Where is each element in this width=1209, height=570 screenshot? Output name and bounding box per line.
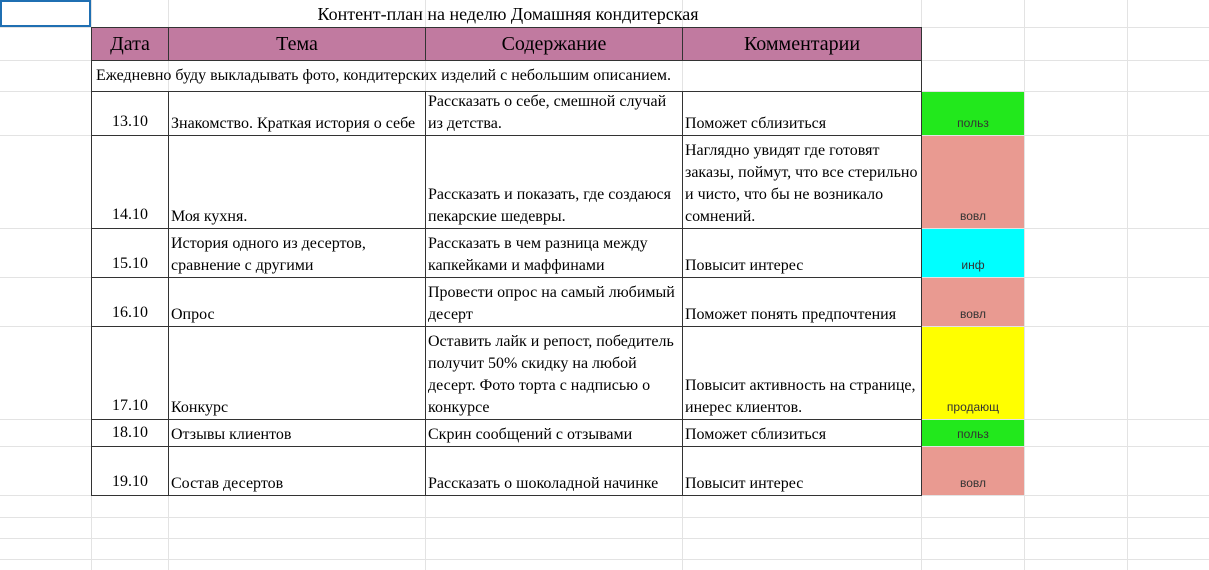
topic-cell[interactable]: Опрос: [168, 277, 426, 327]
content-cell[interactable]: Рассказать о шоколадной начинке: [425, 446, 683, 496]
header-topic[interactable]: Тема: [168, 27, 426, 61]
date-cell[interactable]: 13.10: [91, 91, 169, 136]
category-tag-cell[interactable]: вовл: [922, 278, 1024, 326]
comment-cell[interactable]: Поможет сблизиться: [682, 91, 922, 136]
comment-cell[interactable]: Повысит интерес: [682, 228, 922, 278]
date-cell[interactable]: 14.10: [91, 135, 169, 229]
comment-cell[interactable]: Повысит активность на странице, инерес клиентов.: [682, 326, 922, 420]
category-tag-cell[interactable]: польз: [922, 420, 1024, 446]
content-cell[interactable]: Скрин сообщений с отзывами: [425, 419, 683, 447]
content-cell[interactable]: Рассказать в чем разница между капкейками и маффинами: [425, 228, 683, 278]
date-cell[interactable]: 16.10: [91, 277, 169, 327]
topic-cell[interactable]: Конкурс: [168, 326, 426, 420]
category-tag-cell[interactable]: продающ: [922, 327, 1024, 419]
topic-cell[interactable]: Состав десертов: [168, 446, 426, 496]
category-tag-cell[interactable]: вовл: [922, 447, 1024, 495]
gridline: [1127, 0, 1128, 570]
active-cell-a1[interactable]: [0, 0, 91, 27]
content-cell[interactable]: Рассказать и показать, где создаюся пекарские шедевры.: [425, 135, 683, 229]
gridline: [0, 517, 1209, 518]
topic-cell[interactable]: Отзывы клиентов: [168, 419, 426, 447]
gridline: [0, 559, 1209, 560]
topic-cell[interactable]: Моя кухня.: [168, 135, 426, 229]
comment-cell[interactable]: Поможет понять предпочтения: [682, 277, 922, 327]
date-cell[interactable]: 18.10: [91, 419, 169, 447]
header-date[interactable]: Дата: [91, 27, 169, 61]
comment-cell[interactable]: Наглядно увидят где готовят заказы, поймут, что все стерильно и чисто, что бы не возникало сомнений.: [682, 135, 922, 229]
date-cell[interactable]: 15.10: [91, 228, 169, 278]
header-content[interactable]: Содержание: [425, 27, 683, 61]
date-cell[interactable]: 17.10: [91, 326, 169, 420]
topic-cell[interactable]: Знакомство. Краткая история о себе: [168, 91, 426, 136]
content-cell[interactable]: Оставить лайк и репост, победитель получит 50% скидку на любой десерт. Фото торта с надписью о конкурсе: [425, 326, 683, 420]
content-cell[interactable]: Провести опрос на самый любимый десерт: [425, 277, 683, 327]
category-tag-cell[interactable]: польз: [922, 92, 1024, 135]
comment-cell[interactable]: Поможет сблизиться: [682, 419, 922, 447]
topic-cell[interactable]: История одного из десертов, сравнение с другими: [168, 228, 426, 278]
category-tag-cell[interactable]: инф: [922, 229, 1024, 277]
comment-cell[interactable]: Повысит интерес: [682, 446, 922, 496]
sheet-title: Контент-план на неделю Домашняя кондитерская: [317, 4, 699, 24]
date-cell[interactable]: 19.10: [91, 446, 169, 496]
content-cell[interactable]: Рассказать о себе, смешной случай из детства.: [425, 91, 683, 136]
note-cell[interactable]: Ежедневно буду выкладывать фото, кондитерских изделий с небольшим описанием.: [91, 60, 922, 92]
gridline: [1024, 0, 1025, 570]
category-tag-cell[interactable]: вовл: [922, 136, 1024, 228]
header-comments[interactable]: Комментарии: [682, 27, 922, 61]
gridline: [0, 538, 1209, 539]
